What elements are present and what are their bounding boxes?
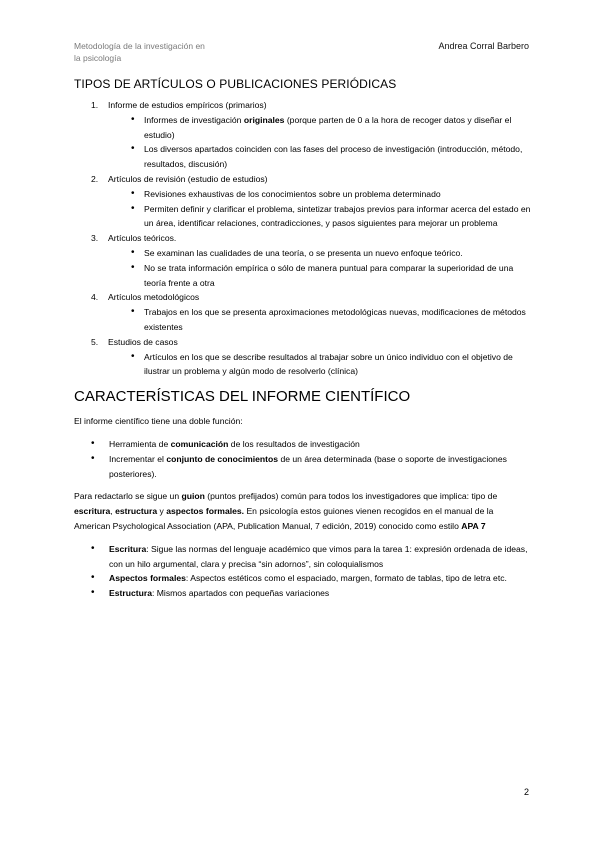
list-item-label: Informe de estudios empíricos (primarios) [108,100,267,110]
header-course-title [74,41,274,64]
sub-text: Se examinan las cualidades de una teoría, o se presenta un nuevo enfoque teórico. [144,247,463,258]
section-title-caracteristicas: CARACTERÍSTICAS DEL INFORME CIENTÍFICO [74,388,411,406]
sub-list [108,305,531,335]
article-types-list [74,98,531,379]
header-author: Andrea Corral Barbero [438,41,529,51]
list-number: 5. [91,336,99,347]
para-bold-text: guion [181,491,205,502]
para-bold-text: aspectos formales. [166,506,245,517]
sub-list-item [108,305,531,335]
bullet-bold-text: comunicación [170,438,229,449]
guion-paragraph [74,489,531,533]
list-item-label: Artículos de revisión (estudio de estudios) [108,173,268,184]
list-item [74,571,531,586]
sub-bold-text: originales [243,114,285,125]
aspect-bold-text: Aspectos formales [109,573,186,584]
para-text: y [157,506,167,517]
sub-text: No se trata información empírica o sólo de manera puntual para comparar la superioridad de una teoría frente a otra [144,262,514,288]
aspect-text: : Aspectos estéticos como el espaciado, margen, formato de tablas, tipo de letra etc. [185,573,507,584]
list-item [74,172,531,231]
bullet-text: de los resultados de investigación [228,438,360,449]
page-content [74,76,531,609]
list-item [74,437,531,452]
para-bold-text: estructura [115,506,158,517]
bullet-text: Incrementar el [109,453,167,464]
aspect-bold-text: Estructura [109,588,152,599]
list-item-label: Artículos teóricos. [108,233,177,244]
list-item [74,231,531,290]
page-number: 2 [523,787,529,797]
intro-paragraph: El informe científico tiene una doble función: [74,416,243,427]
sub-text: Revisiones exhaustivas de los conocimientos sobre un problema determinado [144,188,441,199]
list-number: 1. [91,100,99,110]
list-number: 4. [91,292,99,303]
list-item [74,335,531,379]
sub-text: Trabajos en los que se presenta aproximaciones metodológicas nuevas, modificaciones de métodos existentes [144,307,526,332]
sub-list-item [108,187,531,202]
list-item [74,452,531,482]
header-course-line2: la psicología [74,52,122,63]
sub-list [108,350,531,380]
list-item [74,98,531,172]
para-text: , [110,506,116,517]
para-text: En psicología estos guiones vienen recogidos en el manual de la American Psychological Association (APA, Publication Manual, 7 edición, 2019) conocido como estilo [74,506,494,531]
para-text: (puntos prefijados) común para todos los investigadores que implica: tipo de [204,491,498,502]
aspect-text: : Sigue las normas del lenguaje académico que vimos para la tarea 1: expresión ordenada de ideas, con un hilo argumental, clara y precisa “sin adornos”, sin coloquialismos [109,543,528,569]
aspect-text: : Mismos apartados con pequeñas variaciones [151,588,330,599]
list-item-label: Estudios de casos [108,336,178,347]
sub-text: Permiten definir y clarificar el problema, sintetizar trabajos previos para informar acerca del estado en un área, identificar relaciones, contradicciones, y pasos siguientes para mejorar un problema [144,203,531,229]
sub-list [108,246,531,290]
sub-list [108,187,531,231]
sub-list-item [108,261,531,291]
function-list [74,437,531,481]
sub-list-item [108,113,531,143]
sub-list-item [108,202,531,232]
list-number: 2. [91,173,99,184]
section-title-tipos: TIPOS DE ARTÍCULOS O PUBLICACIONES PERIÓDICAS [74,77,397,91]
aspects-list [74,542,531,601]
bullet-text: de un área determinada (base o soporte de investigaciones posteriores). [109,453,507,479]
header-course-line1: Metodología de la investigación en [74,41,205,51]
sub-text: (porque parten de 0 a la hora de recoger datos y diseñar el estudio) [144,114,512,140]
sub-list-item [108,142,531,172]
bullet-text: Herramienta de [109,438,171,449]
list-item [74,542,531,572]
list-item-label: Artículos metodológicos [108,292,200,303]
bullet-bold-text: conjunto de conocimientos [166,453,279,464]
list-number: 3. [91,233,99,244]
sub-text: Artículos en los que se describe resultados al trabajar sobre un único individuo con el objetivo de ilustrar un problema y algún modo de resolverlo (clínica) [144,351,513,377]
para-bold-text: APA 7 [461,520,486,531]
list-item [74,290,531,334]
sub-list-item [108,350,531,380]
para-text: Para redactarlo se sigue un [74,491,182,502]
sub-list-item [108,246,531,261]
sub-list [108,113,531,172]
aspect-bold-text: Escritura [109,543,147,554]
sub-text: Informes de investigación [144,114,244,125]
sub-text: Los diversos apartados coinciden con las fases del proceso de investigación (introducción, método, resultados, discusión) [144,144,523,170]
list-item [74,586,531,601]
para-bold-text: escritura [74,506,111,517]
